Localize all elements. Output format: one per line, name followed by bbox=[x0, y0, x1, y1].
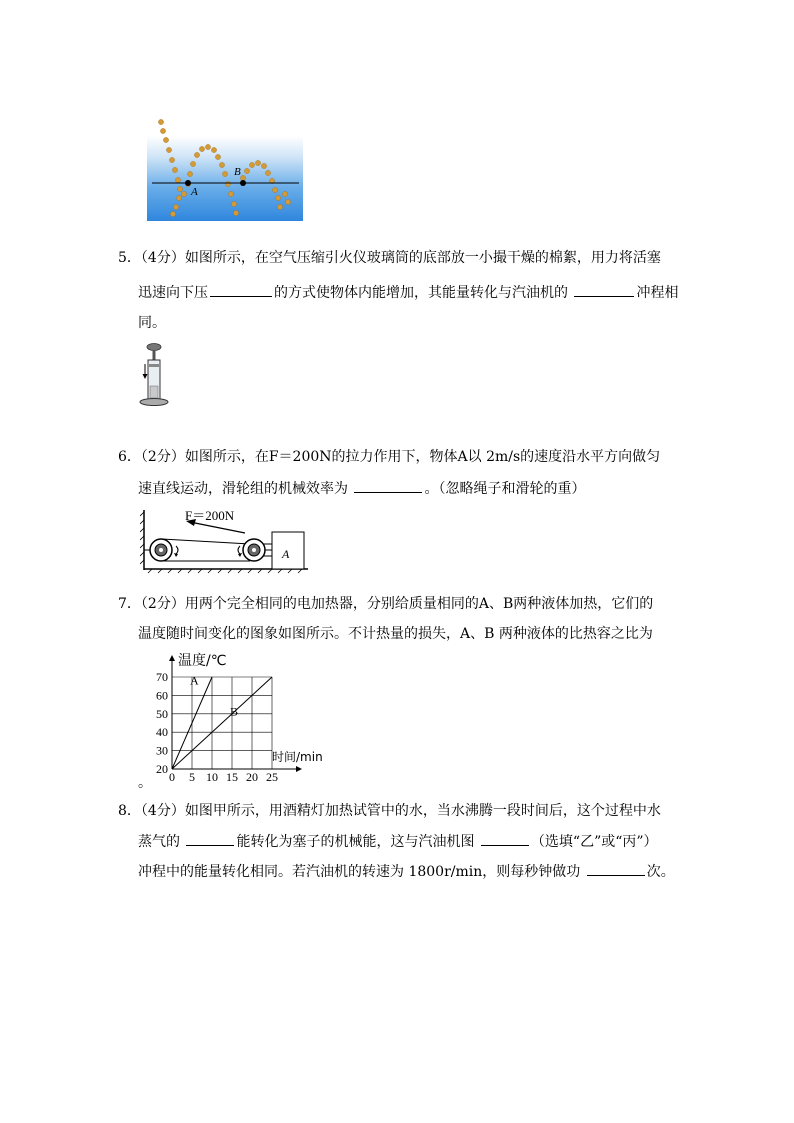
temperature-chart bbox=[138, 648, 338, 786]
y-tick-label: 20 bbox=[156, 762, 168, 776]
pulley-svg bbox=[140, 506, 310, 578]
answer-blank[interactable] bbox=[210, 282, 272, 297]
label-b: B bbox=[234, 166, 241, 178]
chart-series bbox=[172, 673, 272, 769]
x-tick-label: 15 bbox=[226, 770, 238, 784]
fire-syringe-figure bbox=[138, 342, 172, 408]
q6-line1: 6．（2分）如图所示，在F＝200N的拉力作用下，物体A以 2m/s的速度沿水平方向做匀 bbox=[118, 449, 661, 465]
chart-svg bbox=[138, 648, 338, 786]
y-axis-arrow bbox=[169, 655, 175, 661]
q7-trailing: 。 bbox=[138, 775, 152, 791]
y-tick-label: 70 bbox=[156, 670, 168, 684]
bouncing-ball-figure bbox=[147, 118, 303, 221]
point-b bbox=[240, 180, 246, 186]
q6-line2: 速直线运动，滑轮组的机械效率为 。（忽略绳子和滑轮的重） bbox=[138, 478, 585, 499]
q5-score: （4分） bbox=[140, 250, 185, 266]
series-label-a: A bbox=[190, 673, 199, 688]
q5-number: 5． bbox=[118, 250, 141, 266]
x-tick-label: 25 bbox=[266, 770, 278, 784]
y-tick-label: 60 bbox=[156, 688, 168, 703]
q7-score: （2分） bbox=[140, 596, 185, 612]
answer-blank[interactable] bbox=[186, 831, 234, 846]
q7-line2: 温度随时间变化的图象如图所示。不计热量的损失，A、B 两种液体的比热容之比为 bbox=[138, 626, 653, 642]
x-tick-label: 0 bbox=[169, 770, 175, 784]
q6-number: 6． bbox=[118, 449, 141, 465]
answer-blank[interactable] bbox=[574, 282, 634, 297]
q8-line2: 蒸气的 能转化为塞子的机械能，这与汽油机图 （选填“乙”或“丙”） bbox=[138, 831, 658, 852]
answer-blank[interactable] bbox=[587, 861, 645, 876]
x-tick-label: 20 bbox=[246, 770, 258, 784]
x-axis-arrow bbox=[296, 766, 302, 772]
q8-number: 8． bbox=[118, 803, 141, 819]
q7-line1: 7．（2分）用两个完全相同的电加热器，分别给质量相同的A、B两种液体加热，它们的 bbox=[118, 596, 654, 612]
answer-blank[interactable] bbox=[354, 478, 422, 493]
bouncing-ball-svg bbox=[147, 118, 303, 221]
force-label: F＝200N bbox=[185, 508, 235, 523]
label-a: A bbox=[191, 186, 198, 198]
block-label: A bbox=[282, 547, 290, 561]
q5-line3: 同。 bbox=[138, 315, 166, 331]
q8-score: （4分） bbox=[140, 803, 185, 819]
y-tick-label: 40 bbox=[156, 725, 168, 740]
x-axis-label: 时间/min bbox=[272, 750, 323, 764]
y-tick-label: 30 bbox=[156, 743, 168, 758]
q5-line1: 5．（4分）如图所示，在空气压缩引火仪玻璃筒的底部放一小撮干燥的棉絮，用力将活塞 bbox=[118, 250, 661, 266]
q8-line1: 8．（4分）如图甲所示，用酒精灯加热试管中的水，当水沸腾一段时间后，这个过程中水 bbox=[118, 803, 661, 819]
movable-pulley bbox=[238, 539, 265, 561]
x-tick-label: 10 bbox=[206, 770, 218, 784]
pulley-figure bbox=[140, 506, 310, 578]
fixed-pulley bbox=[150, 539, 178, 561]
q5-line2: 迅速向下压 的方式使物体内能增加，其能量转化与汽油机的 冲程相 bbox=[138, 282, 678, 303]
fire-syringe-svg bbox=[138, 342, 172, 408]
force-arrow-line bbox=[190, 522, 245, 533]
y-axis-label: 温度/℃ bbox=[178, 653, 227, 669]
series-label-b: B bbox=[230, 704, 239, 719]
q8-line3: 冲程中的能量转化相同。若汽油机的转速为 1800r/min，则每秒钟做功 次。 bbox=[138, 861, 675, 882]
q7-number: 7． bbox=[118, 596, 141, 612]
y-tick-label: 50 bbox=[156, 706, 168, 721]
answer-blank[interactable] bbox=[481, 831, 529, 846]
series-line-b bbox=[172, 677, 272, 769]
x-tick-label: 5 bbox=[189, 770, 195, 784]
q6-score: （2分） bbox=[140, 449, 185, 465]
